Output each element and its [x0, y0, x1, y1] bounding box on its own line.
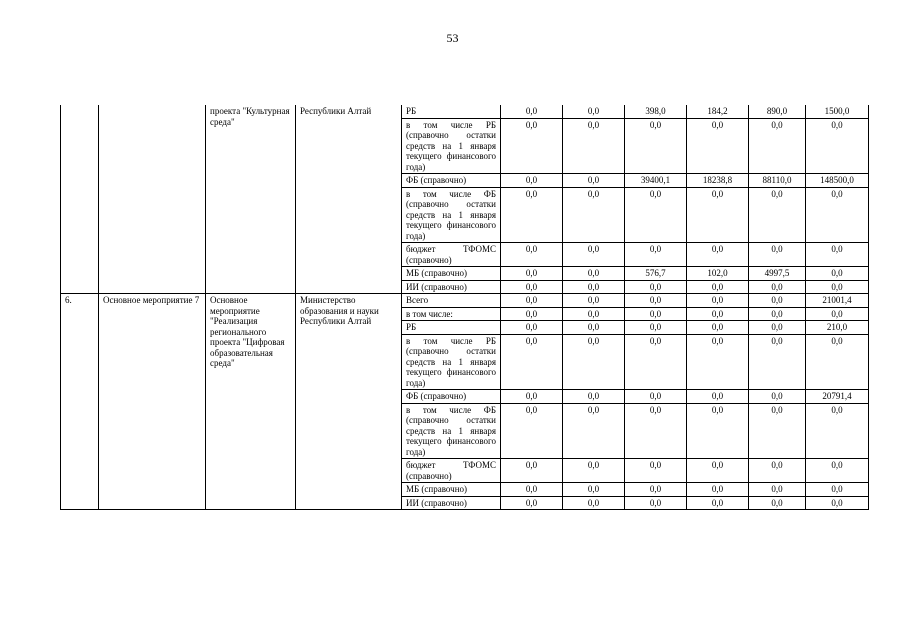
- value-cell: 0,0: [687, 321, 749, 335]
- value-cell: 0,0: [749, 390, 806, 404]
- funding-source-cell: в том числе РБ (справочно остатки средств на 1 января текущего финансового года): [402, 118, 501, 174]
- table-row: [61, 105, 869, 118]
- value-cell: 0,0: [563, 307, 625, 321]
- value-cell: 0,0: [501, 118, 563, 174]
- value-cell: 0,0: [563, 496, 625, 510]
- value-cell: 0,0: [806, 187, 869, 243]
- value-cell: 0,0: [625, 496, 687, 510]
- value-cell: 0,0: [806, 459, 869, 483]
- funding-source-cell: МБ (справочно): [402, 267, 501, 281]
- funding-source-cell: бюджет ТФОМС (справочно): [402, 243, 501, 267]
- event-cell: Основное мероприятие "Реализация регионального проекта "Цифровая образовательная среда": [206, 294, 296, 510]
- value-cell: 0,0: [501, 390, 563, 404]
- value-cell: 210,0: [806, 321, 869, 335]
- value-cell: 21001,4: [806, 294, 869, 308]
- value-cell: 0,0: [625, 403, 687, 459]
- value-cell: 0,0: [501, 280, 563, 294]
- value-cell: 0,0: [625, 307, 687, 321]
- value-cell: 0,0: [501, 307, 563, 321]
- funding-source-cell: РБ: [402, 105, 501, 118]
- value-cell: 20791,4: [806, 390, 869, 404]
- value-cell: 0,0: [687, 294, 749, 308]
- value-cell: 0,0: [563, 105, 625, 118]
- funding-source-cell: Всего: [402, 294, 501, 308]
- value-cell: 398,0: [625, 105, 687, 118]
- value-cell: 0,0: [749, 280, 806, 294]
- event-cell: проекта "Культурная среда": [206, 105, 296, 294]
- funding-source-cell: бюджет ТФОМС (справочно): [402, 459, 501, 483]
- table-row: [61, 294, 869, 308]
- measure-cell: [99, 105, 206, 294]
- value-cell: 0,0: [806, 243, 869, 267]
- value-cell: 0,0: [806, 496, 869, 510]
- value-cell: 0,0: [563, 174, 625, 188]
- value-cell: 0,0: [563, 267, 625, 281]
- value-cell: 0,0: [501, 403, 563, 459]
- value-cell: 0,0: [749, 403, 806, 459]
- value-cell: 0,0: [806, 334, 869, 390]
- value-cell: 0,0: [687, 280, 749, 294]
- funding-source-cell: ФБ (справочно): [402, 174, 501, 188]
- funding-source-cell: в том числе РБ (справочно остатки средств на 1 января текущего финансового года): [402, 334, 501, 390]
- value-cell: 0,0: [501, 321, 563, 335]
- value-cell: 0,0: [563, 294, 625, 308]
- value-cell: 0,0: [687, 459, 749, 483]
- value-cell: 0,0: [501, 459, 563, 483]
- value-cell: 0,0: [563, 390, 625, 404]
- value-cell: 0,0: [625, 187, 687, 243]
- row-number-cell: [61, 105, 99, 294]
- value-cell: 0,0: [687, 307, 749, 321]
- value-cell: 0,0: [563, 280, 625, 294]
- value-cell: 0,0: [563, 459, 625, 483]
- value-cell: 0,0: [501, 496, 563, 510]
- value-cell: 0,0: [563, 118, 625, 174]
- value-cell: 0,0: [806, 307, 869, 321]
- value-cell: 0,0: [806, 403, 869, 459]
- value-cell: 0,0: [687, 118, 749, 174]
- value-cell: 0,0: [687, 496, 749, 510]
- value-cell: 0,0: [749, 243, 806, 267]
- value-cell: 0,0: [625, 243, 687, 267]
- value-cell: 0,0: [625, 390, 687, 404]
- value-cell: 0,0: [749, 118, 806, 174]
- value-cell: 0,0: [806, 280, 869, 294]
- value-cell: 0,0: [625, 321, 687, 335]
- value-cell: 88110,0: [749, 174, 806, 188]
- value-cell: 0,0: [749, 459, 806, 483]
- value-cell: 0,0: [625, 334, 687, 390]
- value-cell: 0,0: [501, 294, 563, 308]
- value-cell: 184,2: [687, 105, 749, 118]
- value-cell: 890,0: [749, 105, 806, 118]
- value-cell: 0,0: [625, 294, 687, 308]
- value-cell: 0,0: [749, 307, 806, 321]
- value-cell: 4997,5: [749, 267, 806, 281]
- value-cell: 0,0: [749, 496, 806, 510]
- value-cell: 0,0: [501, 267, 563, 281]
- value-cell: 0,0: [625, 280, 687, 294]
- value-cell: 0,0: [501, 334, 563, 390]
- funding-source-cell: ФБ (справочно): [402, 390, 501, 404]
- value-cell: 148500,0: [806, 174, 869, 188]
- value-cell: 0,0: [806, 267, 869, 281]
- value-cell: 0,0: [687, 483, 749, 497]
- value-cell: 0,0: [625, 483, 687, 497]
- value-cell: 576,7: [625, 267, 687, 281]
- funding-source-cell: ИИ (справочно): [402, 280, 501, 294]
- value-cell: 0,0: [563, 187, 625, 243]
- value-cell: 0,0: [806, 118, 869, 174]
- funding-source-cell: РБ: [402, 321, 501, 335]
- value-cell: 0,0: [687, 334, 749, 390]
- value-cell: 0,0: [563, 334, 625, 390]
- value-cell: 39400,1: [625, 174, 687, 188]
- value-cell: 0,0: [625, 459, 687, 483]
- value-cell: 0,0: [501, 174, 563, 188]
- value-cell: 0,0: [749, 294, 806, 308]
- value-cell: 1500,0: [806, 105, 869, 118]
- value-cell: 0,0: [687, 390, 749, 404]
- value-cell: 0,0: [806, 483, 869, 497]
- value-cell: 0,0: [563, 243, 625, 267]
- value-cell: 0,0: [563, 403, 625, 459]
- value-cell: 0,0: [687, 243, 749, 267]
- value-cell: 102,0: [687, 267, 749, 281]
- funding-source-cell: в том числе ФБ (справочно остатки средств на 1 января текущего финансового года): [402, 187, 501, 243]
- funding-source-cell: в том числе ФБ (справочно остатки средств на 1 января текущего финансового года): [402, 403, 501, 459]
- value-cell: 0,0: [501, 483, 563, 497]
- measure-cell: Основное мероприятие 7: [99, 294, 206, 510]
- funding-source-cell: ИИ (справочно): [402, 496, 501, 510]
- funding-source-cell: МБ (справочно): [402, 483, 501, 497]
- page-number: 53: [446, 31, 459, 45]
- value-cell: 0,0: [563, 483, 625, 497]
- value-cell: 0,0: [687, 187, 749, 243]
- funding-source-cell: в том числе:: [402, 307, 501, 321]
- value-cell: 0,0: [501, 187, 563, 243]
- value-cell: 0,0: [749, 187, 806, 243]
- value-cell: 0,0: [749, 483, 806, 497]
- executor-cell: Министерство образования и науки Республики Алтай: [296, 294, 402, 510]
- value-cell: 0,0: [563, 321, 625, 335]
- executor-cell: Республики Алтай: [296, 105, 402, 294]
- value-cell: 0,0: [687, 403, 749, 459]
- value-cell: 0,0: [501, 243, 563, 267]
- row-number-cell: 6.: [61, 294, 99, 510]
- value-cell: 0,0: [749, 334, 806, 390]
- value-cell: 0,0: [749, 321, 806, 335]
- budget-table: [60, 105, 869, 510]
- value-cell: 0,0: [501, 105, 563, 118]
- value-cell: 18238,8: [687, 174, 749, 188]
- value-cell: 0,0: [625, 118, 687, 174]
